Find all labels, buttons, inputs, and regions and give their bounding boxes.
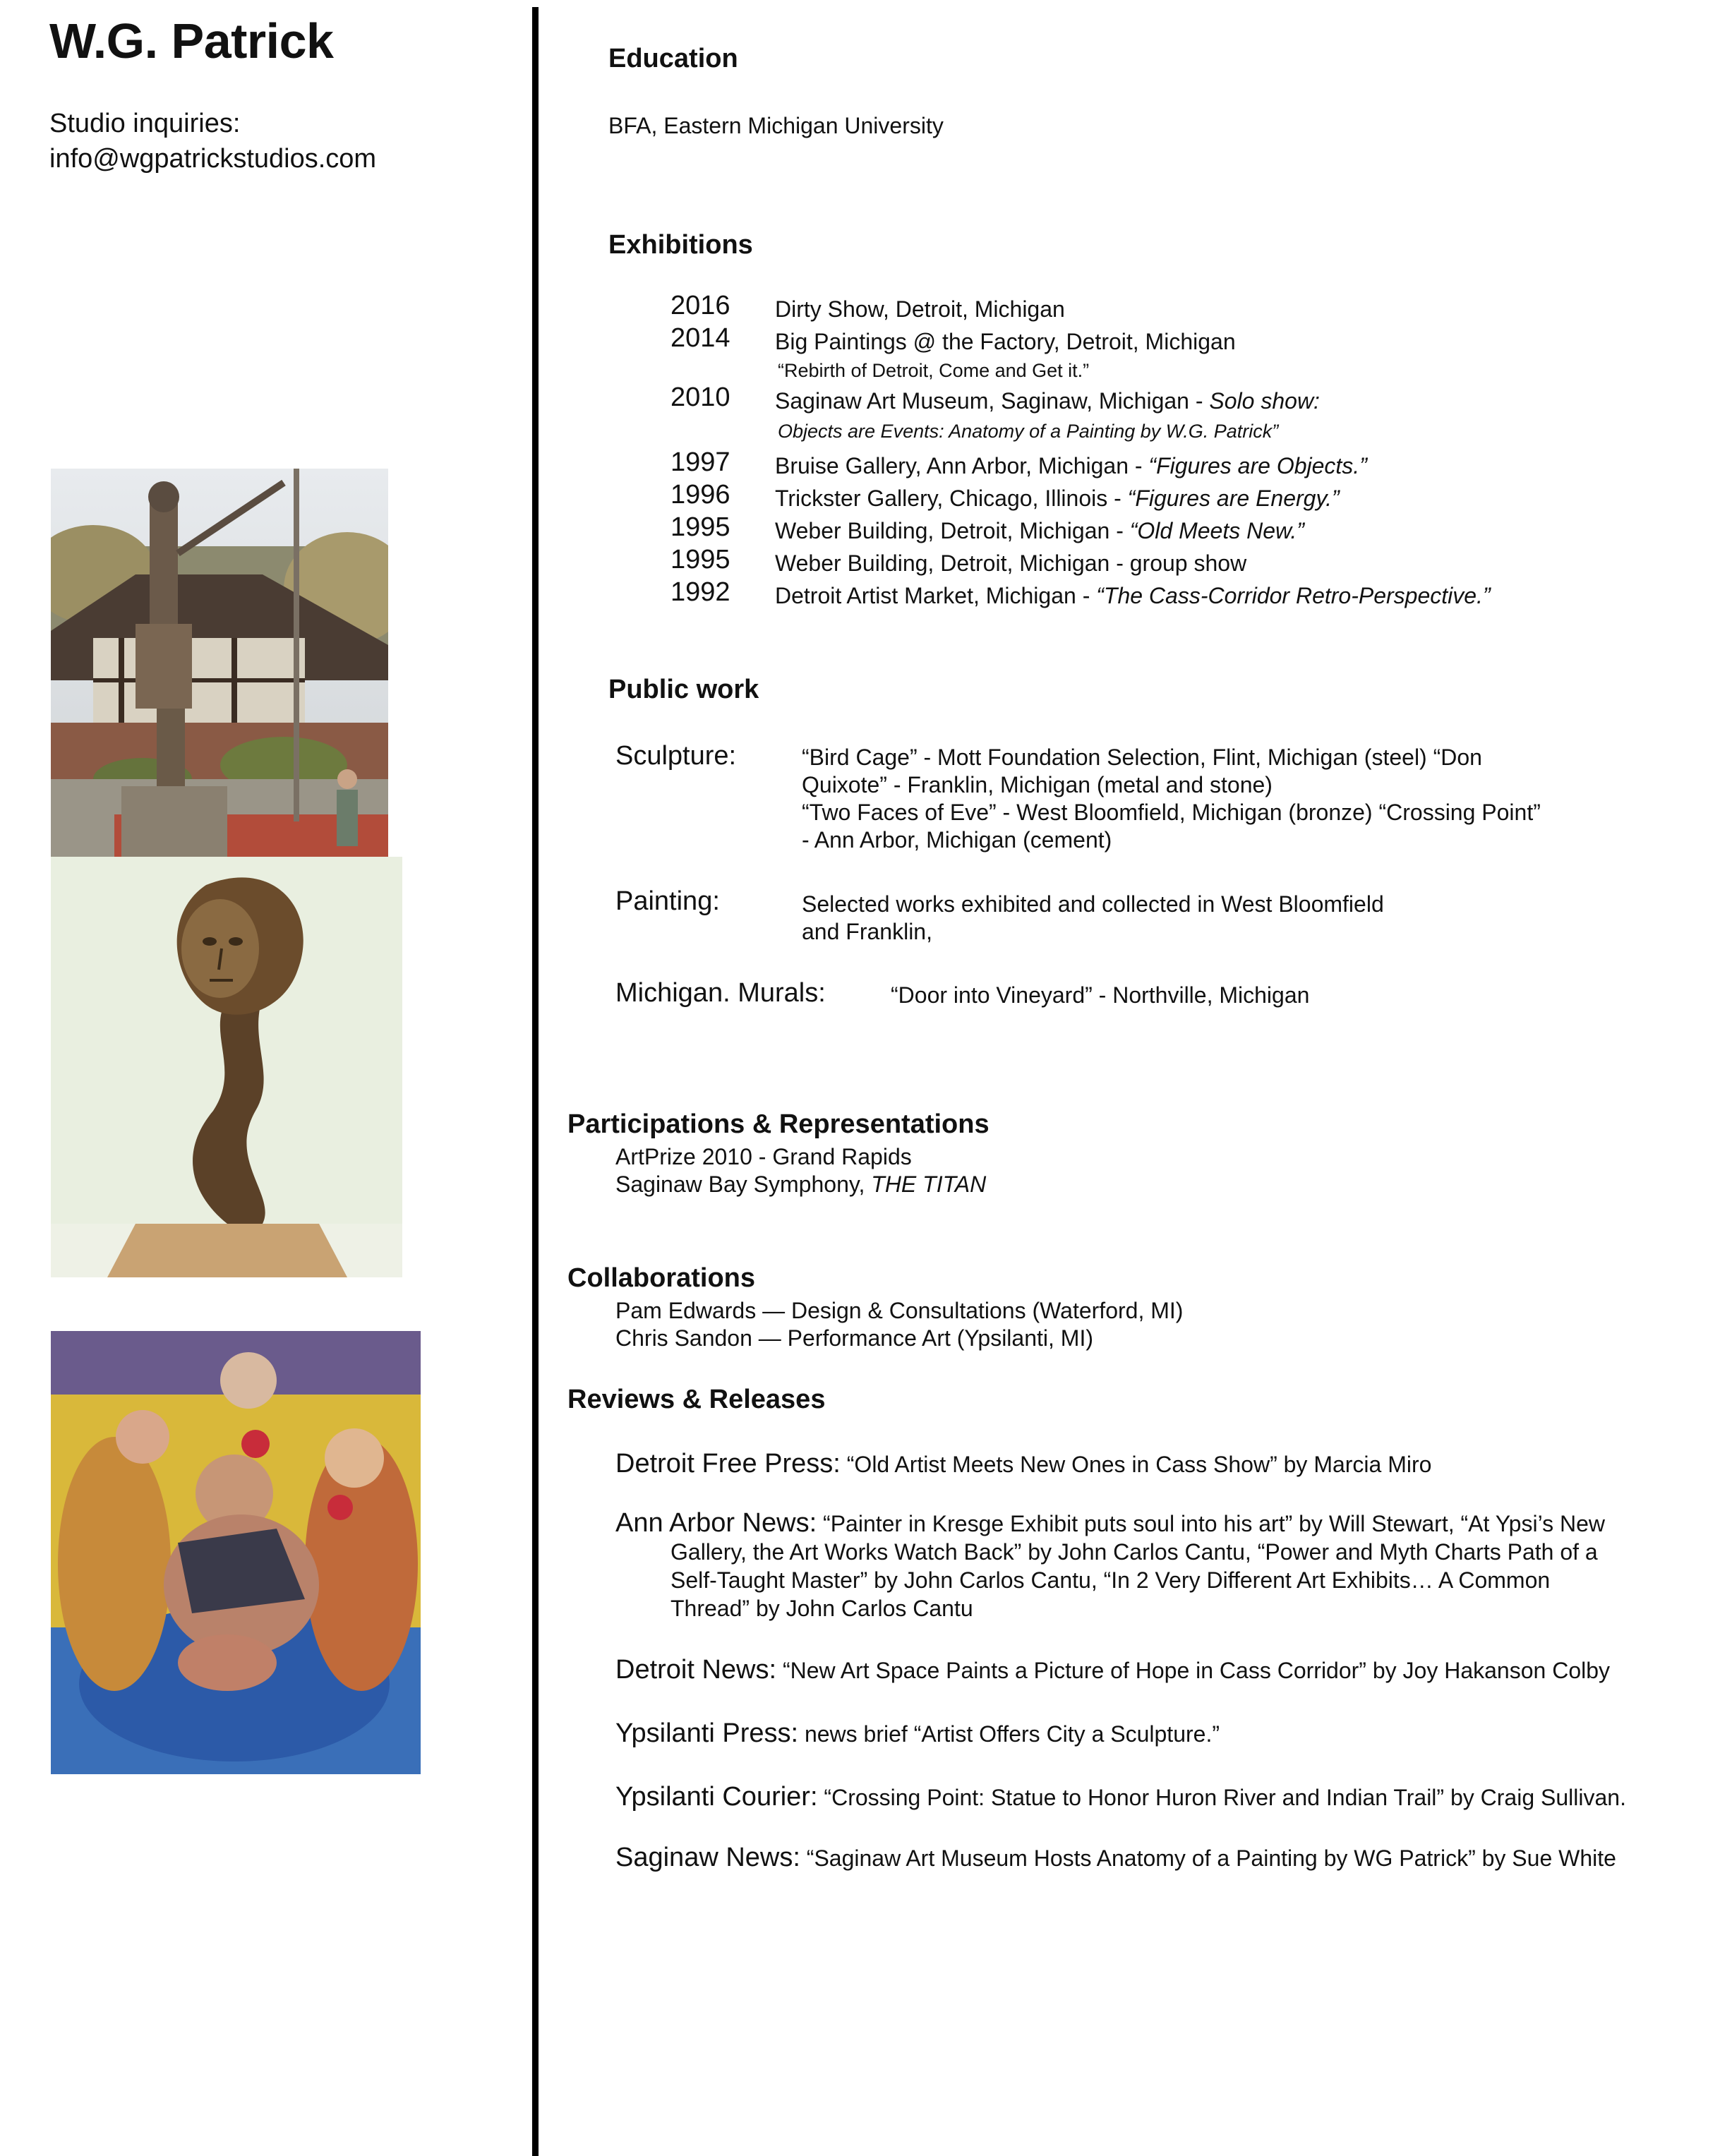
public-work-heading: Public work [608,675,759,704]
contact-email[interactable]: info@wgpatrickstudios.com [49,144,377,174]
participation-item: ArtPrize 2010 - Grand Rapids [615,1144,912,1169]
exhibition-text [775,583,1491,609]
exhibition-text: Big Paintings @ the Factory, Detroit, Michigan [775,329,1236,354]
review-text: “Crossing Point: Statue to Honor Huron River and Indian Trail” by Craig Sullivan. [817,1785,1626,1810]
review-text: “Painter in Kresge Exhibit puts soul into his art” by Will Stewart, “At Ypsi’s New [817,1511,1606,1536]
review-continuation: Thread” by John Carlos Cantu [670,1596,973,1621]
review-text: “Saginaw Art Museum Hosts Anatomy of a Painting by WG Patrick” by Sue White [800,1845,1616,1871]
review-item [615,1843,1688,1872]
review-publication: Ypsilanti Press: [615,1718,799,1748]
review-continuation: Self-Taught Master” by John Carlos Cantu, “In 2 Very Different Art Exhibits… A Common [670,1567,1551,1593]
exhibition-text: Weber Building, Detroit, Michigan - group show [775,550,1247,576]
exhibition-text [775,453,1367,479]
sculpture-list [802,744,1606,854]
bronze-sculpture-photo [51,857,402,1277]
exhibition-text [775,518,1304,544]
review-item [615,1783,1688,1812]
review-item [615,1509,1688,1622]
exhibition-year: 1996 [670,480,730,510]
collaborations-list [615,1297,1183,1352]
contact-block [49,106,376,176]
participations-heading: Participations & Representations [567,1109,990,1139]
inquiries-label: Studio inquiries: [49,109,241,138]
painting-line: Selected works exhibited and collected in West Bloomfield [802,891,1384,917]
sculpture-line: “Two Faces of Eve” - West Bloomfield, Michigan (bronze) “Crossing Point” [802,800,1541,825]
review-publication: Saginaw News: [615,1843,800,1872]
murals-label: Michigan. Murals: [615,978,826,1008]
participation-org: Saginaw Bay Symphony, [615,1172,872,1197]
artist-name: W.G. Patrick [49,13,334,68]
review-text: “New Art Space Paints a Picture of Hope in Cass Corridor” by Joy Hakanson Colby [776,1658,1611,1683]
exhibition-year: 1995 [670,512,730,542]
collaboration-item: Pam Edwards — Design & Consultations (Waterford, MI) [615,1298,1184,1323]
sculpture-line: “Bird Cage” - Mott Foundation Selection, Flint, Michigan (steel) “Don [802,745,1482,770]
exhibition-text: Dirty Show, Detroit, Michigan [775,296,1065,322]
exhibition-title: “The Cass-Corridor Retro-Perspective.” [1096,583,1491,608]
exhibition-title: “Figures are Objects.” [1148,453,1367,478]
painting-label: Painting: [615,886,720,916]
exhibition-year: 1995 [670,545,730,574]
exhibition-venue: Saginaw Art Museum, Saginaw, Michigan - [775,388,1210,414]
exhibition-subtitle: Objects are Events: Anatomy of a Painting by W.G. Patrick” [778,421,1279,442]
participation-item [615,1171,986,1198]
exhibition-year: 1992 [670,577,730,607]
exhibition-venue: Bruise Gallery, Ann Arbor, Michigan - [775,453,1149,478]
review-publication: Ypsilanti Courier: [615,1782,818,1812]
exhibitions-heading: Exhibitions [608,230,753,260]
outdoor-sculpture-photo [51,469,388,857]
education-degree: BFA, Eastern Michigan University [608,113,944,138]
reviews-heading: Reviews & Releases [567,1385,826,1414]
review-item [615,1450,1688,1479]
exhibition-text [775,486,1340,512]
review-publication: Detroit News: [615,1655,777,1685]
exhibition-title: “Old Meets New.” [1129,518,1304,543]
participations-list [615,1143,986,1198]
exhibition-year: 2010 [670,383,730,412]
review-item [615,1656,1688,1685]
exhibition-subtitle: “Rebirth of Detroit, Come and Get it.” [778,360,1090,381]
exhibition-year: 2016 [670,291,730,320]
exhibition-venue: Weber Building, Detroit, Michigan - [775,518,1130,543]
exhibition-year: 1997 [670,447,730,477]
review-item [615,1719,1688,1748]
participation-work: THE TITAN [871,1172,987,1197]
painting-photo [51,1331,421,1774]
collaboration-item: Chris Sandon — Performance Art (Ypsilanti, MI) [615,1325,1093,1351]
review-publication: Ann Arbor News: [615,1508,817,1538]
review-text: “Old Artist Meets New Ones in Cass Show” by Marcia Miro [840,1452,1432,1477]
review-publication: Detroit Free Press: [615,1449,841,1479]
exhibition-title: Solo show: [1209,388,1320,414]
sculpture-label: Sculpture: [615,741,737,771]
review-continuation: Gallery, the Art Works Watch Back” by John Carlos Cantu, “Power and Myth Charts Path of a [670,1539,1598,1565]
collaborations-heading: Collaborations [567,1263,756,1293]
exhibition-title: “Figures are Energy.” [1127,486,1340,511]
exhibition-venue: Trickster Gallery, Chicago, Illinois - [775,486,1128,511]
exhibition-venue: Detroit Artist Market, Michigan - [775,583,1097,608]
exhibition-year: 2014 [670,323,730,353]
review-text: news brief “Artist Offers City a Sculpture.” [798,1721,1220,1747]
murals-text: “Door into Vineyard” - Northville, Michigan [891,982,1310,1008]
vertical-divider [532,7,539,2156]
sculpture-line: - Ann Arbor, Michigan (cement) [802,827,1112,853]
painting-line: and Franklin, [802,919,932,944]
exhibition-text [775,388,1320,414]
painting-list [802,891,1606,946]
sculpture-line: Quixote” - Franklin, Michigan (metal and stone) [802,772,1273,797]
education-heading: Education [608,44,738,73]
